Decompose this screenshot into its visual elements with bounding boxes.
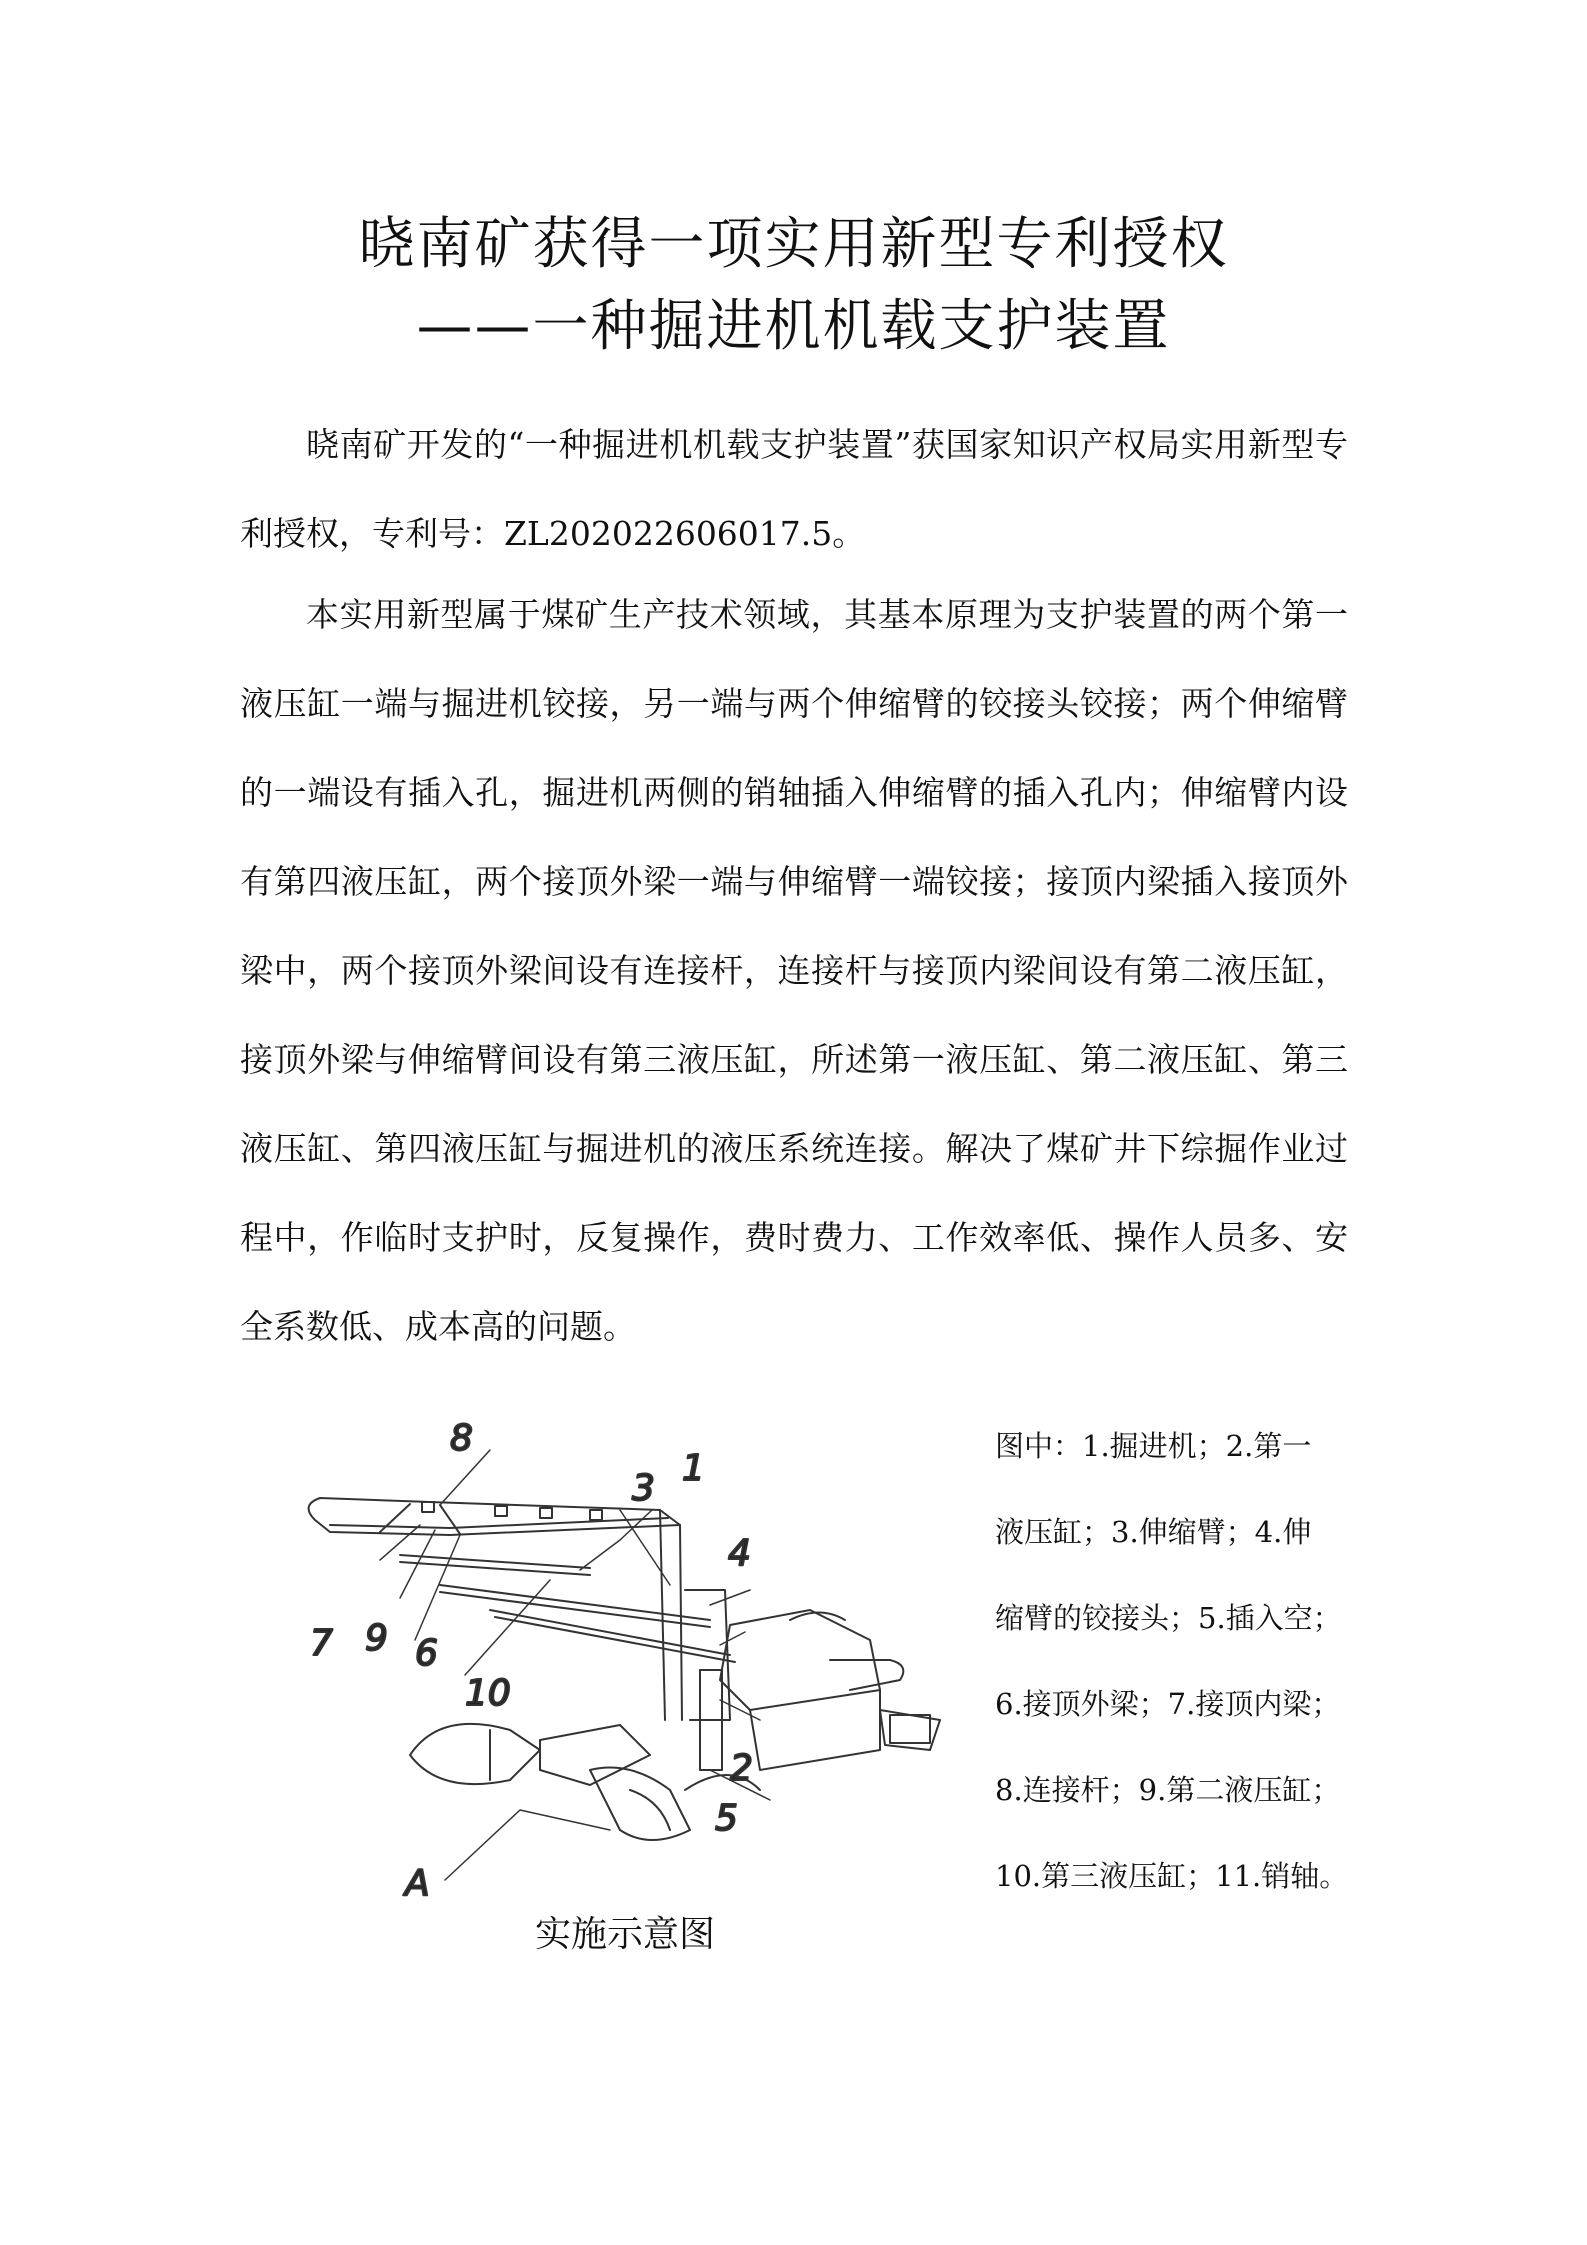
telescopic-arm [660,1510,730,1770]
figure-label-10: 10 [465,1673,511,1714]
figure-label-6: 6 [415,1633,438,1674]
support-device-diagram [290,1410,970,1910]
figure-label-7: 7 [310,1623,333,1664]
figure-label-1: 1 [682,1448,705,1489]
paragraph-principle: 本实用新型属于煤矿生产技术领域，其基本原理为支护装置的两个第一液压缸一端与掘进机铰接，另一端与两个伸缩臂的铰接头铰接；两个伸缩臂的一端设有插入孔，掘进机两侧的销轴插入伸缩臂的插入孔内；伸缩臂内设有第四液压缸，两个接顶外梁一端与伸缩臂一端铰接；接顶内梁插入接顶外梁中，两个接顶外梁间设有连接杆，连接杆与接顶内梁间设有第二液压缸，接顶外梁与伸缩臂间设有第三液压缸，所述第一液压缸、第二液压缸、第三液压缸、第四液压缸与掘进机的液压系统连接。解决了煤矿井下综掘作业过程中，作临时支护时，反复操作，费时费力、工作效率低、操作人员多、安全系数低、成本高的问题。 [240,595,1348,1346]
page-title-line-2: ——一种掘进机机载支护装置 [416,294,1171,359]
figure-caption: 实施示意图 [535,1914,716,1955]
figure-label-5: 5 [715,1798,738,1839]
figure-label-4: 4 [728,1533,751,1574]
figure-label-3: 3 [632,1468,655,1509]
legend-line: 液压缸；3.伸缩臂；4.伸 [995,1515,1312,1549]
leader-lines [380,1450,770,1880]
roadheader-body [720,1610,940,1770]
legend-line: 10.第三液压缸；11.销轴。 [995,1859,1349,1893]
legend-line: 6.接顶外梁；7.接顶内梁； [995,1687,1341,1721]
cutting-head [410,1724,650,1785]
figure-label-8: 8 [450,1418,473,1459]
cylinders [400,1555,735,1662]
legend-line: 8.连接杆；9.第二液压缸； [995,1773,1341,1807]
legend-line: 缩臂的铰接头；5.插入空； [995,1601,1342,1635]
figure-label-2: 2 [730,1748,753,1789]
page-title-line-1: 晓南矿获得一项实用新型专利授权 [358,212,1229,277]
legend-line: 图中：1.掘进机；2.第一 [995,1429,1312,1463]
figure-label-A: A [405,1863,430,1904]
figure-label-9: 9 [365,1618,388,1659]
paragraph-patent-grant: 晓南矿开发的“一种掘进机机载支护装置”获国家知识产权局实用新型专利授权，专利号：ZL202022606017.5。 [240,425,1348,553]
